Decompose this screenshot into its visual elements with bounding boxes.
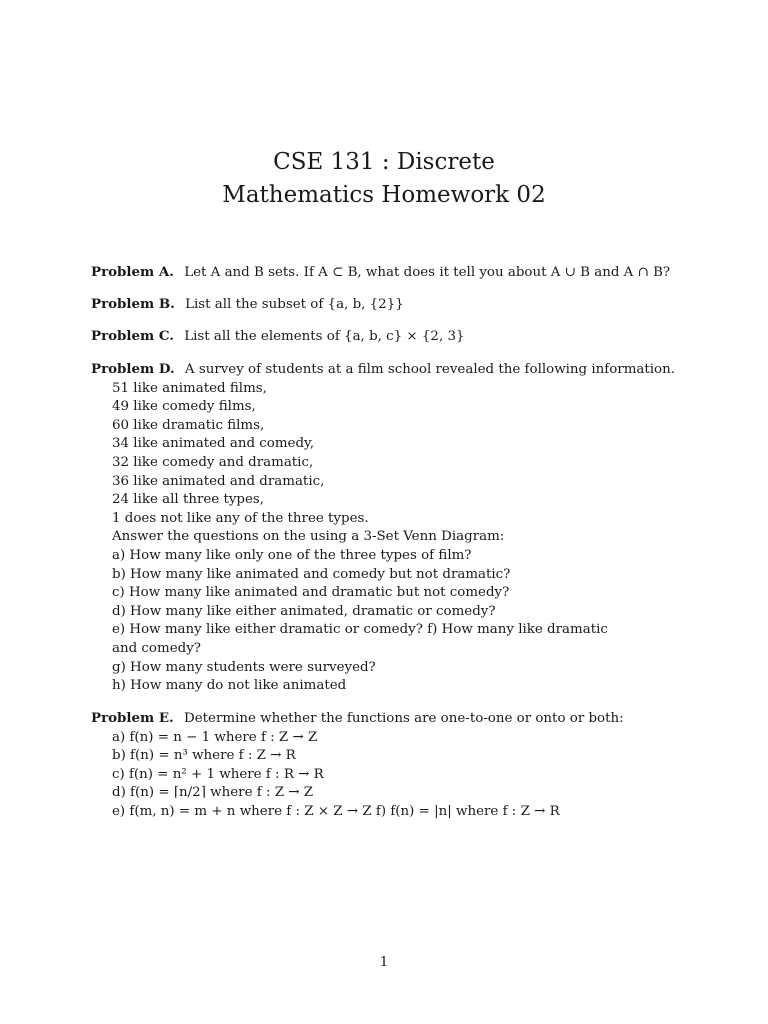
survey-fact: 34 like animated and comedy, — [112, 436, 315, 452]
survey-question: a) How many like only one of the three types of film? — [112, 547, 472, 563]
problem-a — [91, 263, 691, 283]
problem-b-label: Problem B. — [91, 296, 175, 312]
survey-question: h) How many do not like animated — [112, 678, 347, 694]
function-item: d) f(n) = ⌈n/2⌉ where f : Z → Z — [112, 785, 314, 801]
survey-question: b) How many like animated and comedy but not dramatic? — [112, 566, 511, 582]
function-item: c) f(n) = n² + 1 where f : R → R — [112, 766, 324, 782]
survey-question: c) How many like animated and dramatic but not comedy? — [112, 585, 510, 601]
problem-b-text: List all the subset of {a, b, {2}} — [185, 297, 404, 312]
problem-c-text: List all the elements of {a, b, c} × {2, 3} — [184, 329, 465, 344]
problem-d-label: Problem D. — [91, 361, 175, 377]
survey-fact: 1 does not like any of the three types. — [112, 510, 369, 526]
function-item: b) f(n) = n³ where f : Z → R — [112, 748, 296, 764]
problem-d-intro: A survey of students at a film school revealed the following information. — [184, 362, 676, 377]
document-title — [0, 146, 768, 212]
title-line-2: Mathematics Homework 02 — [222, 182, 546, 208]
survey-question: e) How many like either dramatic or comedy? f) How many like dramatic and comedy? — [112, 622, 608, 656]
survey-fact: 49 like comedy films, — [112, 399, 256, 415]
problem-a-label: Problem A. — [91, 264, 174, 280]
survey-fact: 32 like comedy and dramatic, — [112, 454, 314, 470]
problem-d — [91, 360, 691, 696]
survey-question: d) How many like either animated, dramatic or comedy? — [112, 603, 496, 619]
survey-fact: 51 like animated films, — [112, 380, 267, 396]
problem-e-intro: Determine whether the functions are one-to-one or onto or both: — [184, 711, 624, 726]
problem-a-text: Let A and B sets. If A ⊂ B, what does it tell you about A ∪ B and A ∩ B? — [184, 265, 671, 280]
survey-question: g) How many students were surveyed? — [112, 659, 376, 675]
survey-fact: 36 like animated and dramatic, — [112, 473, 325, 489]
survey-fact: 60 like dramatic films, — [112, 417, 265, 433]
problem-b — [91, 295, 691, 315]
problem-e — [91, 709, 691, 822]
problem-c-label: Problem C. — [91, 328, 174, 344]
problem-c — [91, 327, 691, 347]
problem-d-instruction: Answer the questions on the using a 3-Set Venn Diagram: — [112, 529, 505, 545]
function-item: e) f(m, n) = m + n where f : Z × Z → Z f) f(n) = |n| where f : Z → R — [112, 803, 560, 819]
page-number: 1 — [379, 955, 389, 970]
function-item: a) f(n) = n − 1 where f : Z → Z — [112, 729, 318, 745]
title-line-1: CSE 131 : Discrete — [273, 149, 495, 175]
problem-e-label: Problem E. — [91, 710, 174, 726]
survey-fact: 24 like all three types, — [112, 492, 265, 508]
